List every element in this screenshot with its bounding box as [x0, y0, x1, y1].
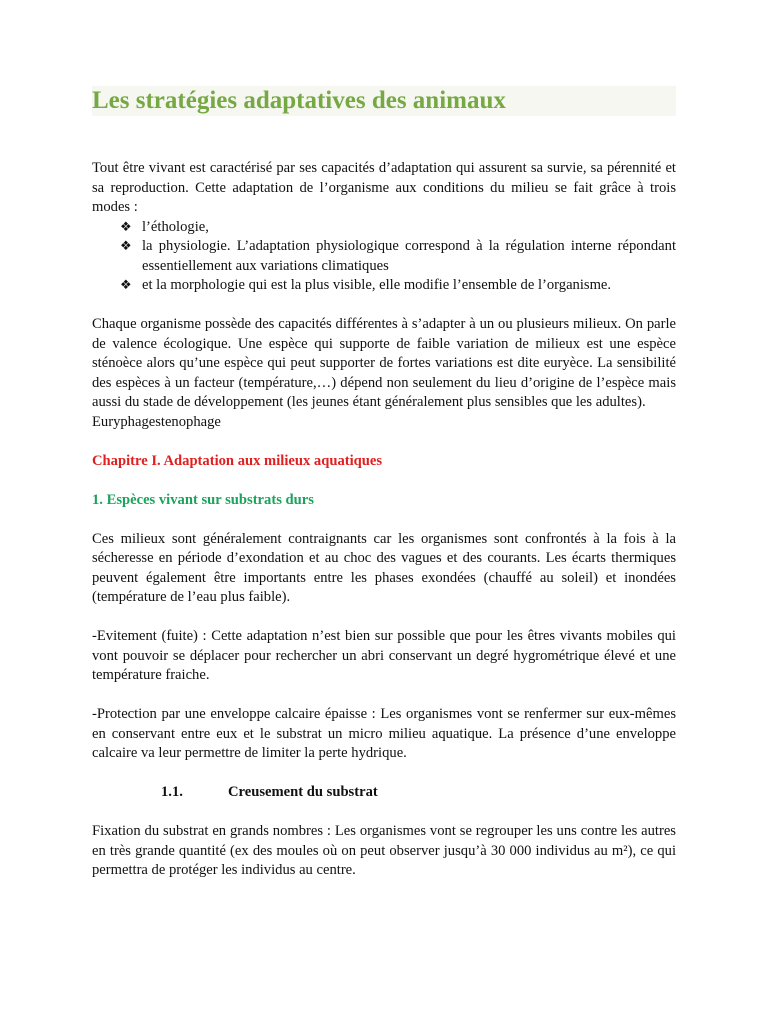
spacer [92, 764, 676, 784]
valence-paragraph: Chaque organisme possède des capacités différentes à s’adapter à un ou plusieurs milieux. On parle de valence écologique. Une espèce qui supporte de faible variation de milieux est une espèce sténoèce alors qu’une espèce qui peut supporter de fortes variations est dite euryèce. La sensibilité des espèces à un facteur (température,…) dépend non seulement du lieu d’origine de l’espèce mais aussi du stade de développement (les jeunes étant généralement plus sensibles que les adultes). [92, 316, 676, 410]
note-line: Euryphagestenophage [92, 413, 221, 430]
spacer [92, 803, 676, 823]
diamond-bullet-icon: ❖ [120, 278, 132, 293]
subsection-heading [92, 783, 676, 803]
spacer [92, 296, 676, 316]
spacer [92, 432, 676, 452]
title-bar [92, 86, 676, 116]
intro-paragraph: Tout être vivant est caractérisé par ses capacités d’adaptation qui assurent sa survie, sa pérennité et sa reproduction. Cette adaptation de l’organisme aux conditions du milieu se fait grâce à trois modes : [92, 160, 676, 215]
document-title: Les stratégies adaptatives des animaux [92, 87, 506, 114]
spacer [92, 686, 676, 706]
list-item-text: et la morphologie qui est la plus visible, elle modifie l’ensemble de l’organisme. [142, 277, 612, 293]
protection-paragraph: -Protection par une enveloppe calcaire épaisse : Les organismes vont se renfermer sur eux-mêmes en conservant entre eux et le substrat un micro milieu aquatique. La présence d’une enveloppe calcaire va leur permettre de limiter la perte hydrique. [92, 706, 676, 761]
list-item [92, 276, 676, 296]
chapter-heading: Chapitre I. Adaptation aux milieux aquatiques [92, 452, 383, 469]
list-item [92, 237, 676, 276]
section-heading: 1. Espèces vivant sur substrats durs [92, 491, 314, 508]
diamond-bullet-icon: ❖ [120, 219, 132, 235]
spacer [92, 471, 676, 491]
subsection-number: 1.1. [161, 784, 183, 800]
list-item-text: l’éthologie, [142, 218, 209, 235]
list-item [92, 218, 676, 238]
spacer [92, 510, 676, 530]
adaptation-modes-list [92, 218, 676, 296]
subsection-label: Creusement du substrat [228, 784, 378, 800]
spacer [92, 608, 676, 628]
milieux-paragraph: Ces milieux sont généralement contraignants car les organismes sont confrontés à la fois à la sécheresse en période d’exondation et au choc des vagues et des courants. Les écarts thermiques peuvent également être importants entre les phases exondées (chauffé au soleil) et inondées (température de l’eau plus faible). [92, 530, 676, 605]
fixation-paragraph: Fixation du substrat en grands nombres : Les organismes vont se regrouper les uns contre les autres en très grande quantité (ex des moules où on peut observer jusqu’à 30 000 individus au m²), ce qui permettra de protéger les individus au centre. [92, 823, 676, 878]
evitement-paragraph: -Evitement (fuite) : Cette adaptation n’est bien sur possible que pour les êtres vivants mobiles qui vont pouvoir se déplacer pour rechercher un abri conservant un degré hygrométrique élevé et une température fraiche. [92, 628, 676, 683]
diamond-bullet-icon: ❖ [120, 239, 132, 254]
document-page [92, 86, 676, 881]
list-item-text: la physiologie. L’adaptation physiologique correspond à la régulation interne répondant essentiellement aux variations climatiques [142, 238, 676, 274]
